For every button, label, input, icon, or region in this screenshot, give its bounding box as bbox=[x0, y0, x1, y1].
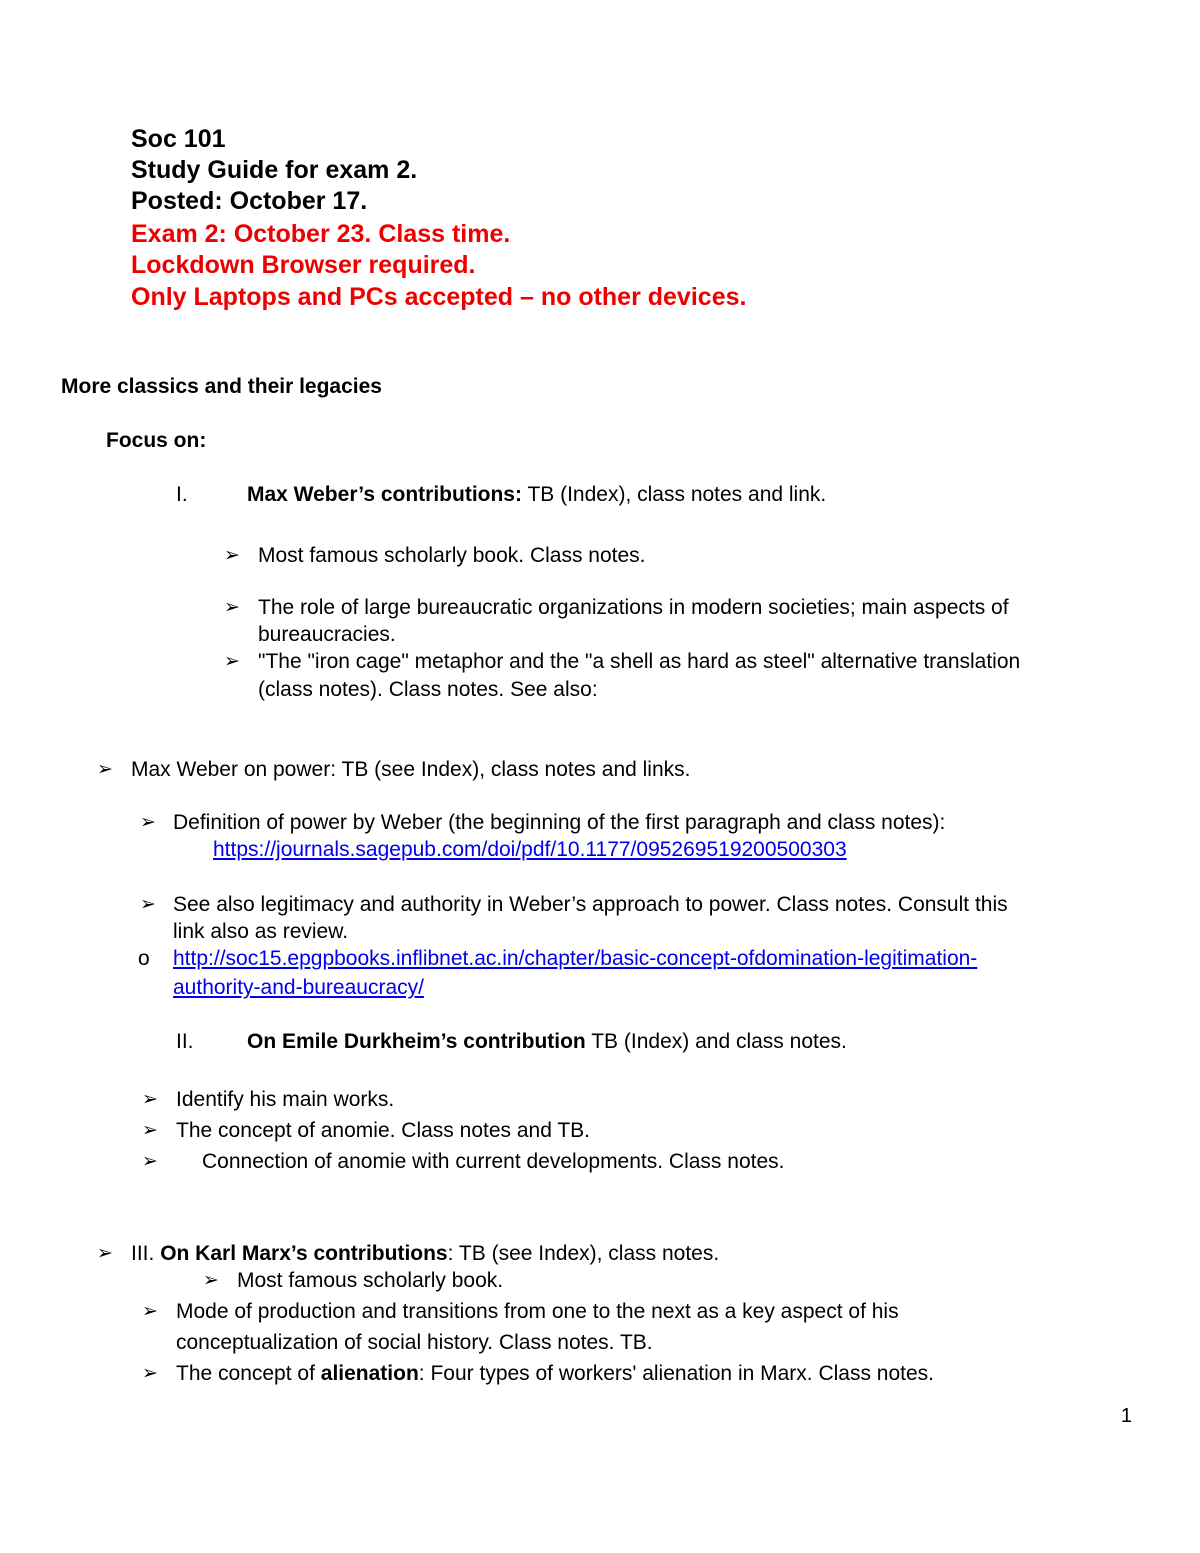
list-item-continued: bureaucracies. bbox=[258, 623, 396, 646]
exam-date: Exam 2: October 23. Class time. bbox=[131, 220, 511, 248]
list-item-continued: link also as review. bbox=[173, 920, 349, 943]
list-item: The concept of anomie. Class notes and TB. bbox=[176, 1119, 591, 1142]
list-item: Definition of power by Weber (the beginning of the first paragraph and class notes): bbox=[173, 811, 946, 834]
marx-heading-rest: : TB (see Index), class notes. bbox=[447, 1242, 720, 1265]
list-item-continued: conceptualization of social history. Class notes. TB. bbox=[176, 1331, 653, 1354]
page-number: 1 bbox=[1120, 1405, 1132, 1427]
arrow-bullet-icon: ➢ bbox=[203, 1269, 219, 1291]
list-item: Most famous scholarly book. bbox=[237, 1269, 504, 1292]
list-item: See also legitimacy and authority in Weber’s approach to power. Class notes. Consult this bbox=[173, 893, 1008, 916]
weber-heading-rest: TB (Index), class notes and link. bbox=[521, 483, 827, 506]
durkheim-heading-line bbox=[247, 1028, 847, 1055]
arrow-bullet-icon: ➢ bbox=[224, 650, 240, 672]
posted-date: Posted: October 17. bbox=[131, 187, 368, 215]
arrow-bullet-icon: ➢ bbox=[140, 893, 156, 915]
arrow-bullet-icon: ➢ bbox=[97, 758, 113, 780]
durkheim-heading: On Emile Durkheim’s contribution bbox=[247, 1030, 586, 1053]
numeral-one: I. bbox=[176, 483, 188, 506]
durkheim-heading-rest: TB (Index) and class notes. bbox=[585, 1030, 847, 1053]
marx-numeral: III. bbox=[131, 1242, 161, 1265]
list-item: "The "iron cage" metaphor and the "a shell as hard as steel" alternative translation bbox=[258, 650, 1021, 673]
course-title: Soc 101 bbox=[131, 125, 226, 153]
list-item: Identify his main works. bbox=[176, 1088, 395, 1111]
focus-label: Focus on: bbox=[106, 429, 207, 452]
epgp-link-continued[interactable]: authority-and-bureaucracy/ bbox=[173, 976, 424, 999]
weber-heading: Max Weber’s contributions: bbox=[247, 483, 522, 506]
alienation-post: : Four types of workers' alienation in Marx. Class notes. bbox=[418, 1362, 935, 1385]
alienation-pre: The concept of bbox=[176, 1362, 321, 1385]
arrow-bullet-icon: ➢ bbox=[224, 596, 240, 618]
marx-heading: On Karl Marx’s contributions bbox=[160, 1242, 448, 1265]
arrow-bullet-icon: ➢ bbox=[140, 811, 156, 833]
weber-heading-line bbox=[247, 481, 826, 508]
list-item: Most famous scholarly book. Class notes. bbox=[258, 544, 646, 567]
arrow-bullet-icon: ➢ bbox=[142, 1300, 158, 1322]
guide-title: Study Guide for exam 2. bbox=[131, 156, 418, 184]
list-item: Mode of production and transitions from one to the next as a key aspect of his bbox=[176, 1300, 899, 1323]
arrow-bullet-icon: ➢ bbox=[142, 1088, 158, 1110]
numeral-two: II. bbox=[176, 1030, 194, 1053]
circle-bullet-icon: o bbox=[138, 947, 150, 970]
arrow-bullet-icon: ➢ bbox=[224, 544, 240, 566]
sagepub-link[interactable]: https://journals.sagepub.com/doi/pdf/10.1177/095269519200500303 bbox=[213, 838, 847, 861]
arrow-bullet-icon: ➢ bbox=[142, 1150, 158, 1172]
browser-requirement: Lockdown Browser required. bbox=[131, 251, 476, 279]
arrow-bullet-icon: ➢ bbox=[142, 1362, 158, 1384]
epgp-link[interactable]: http://soc15.epgpbooks.inflibnet.ac.in/chapter/basic-concept-ofdomination-legitimation- bbox=[173, 947, 978, 970]
arrow-bullet-icon: ➢ bbox=[142, 1119, 158, 1141]
marx-heading-line bbox=[131, 1240, 719, 1267]
list-item: The role of large bureaucratic organizations in modern societies; main aspects of bbox=[258, 596, 1009, 619]
list-item-continued: (class notes). Class notes. See also: bbox=[258, 678, 598, 701]
section-title: More classics and their legacies bbox=[61, 375, 382, 398]
list-item: Connection of anomie with current developments. Class notes. bbox=[202, 1150, 785, 1173]
arrow-bullet-icon: ➢ bbox=[97, 1242, 113, 1264]
list-item: Max Weber on power: TB (see Index), class notes and links. bbox=[131, 758, 691, 781]
device-requirement: Only Laptops and PCs accepted – no other devices. bbox=[131, 283, 747, 311]
alienation-term: alienation bbox=[320, 1362, 419, 1385]
alienation-item bbox=[176, 1360, 934, 1387]
